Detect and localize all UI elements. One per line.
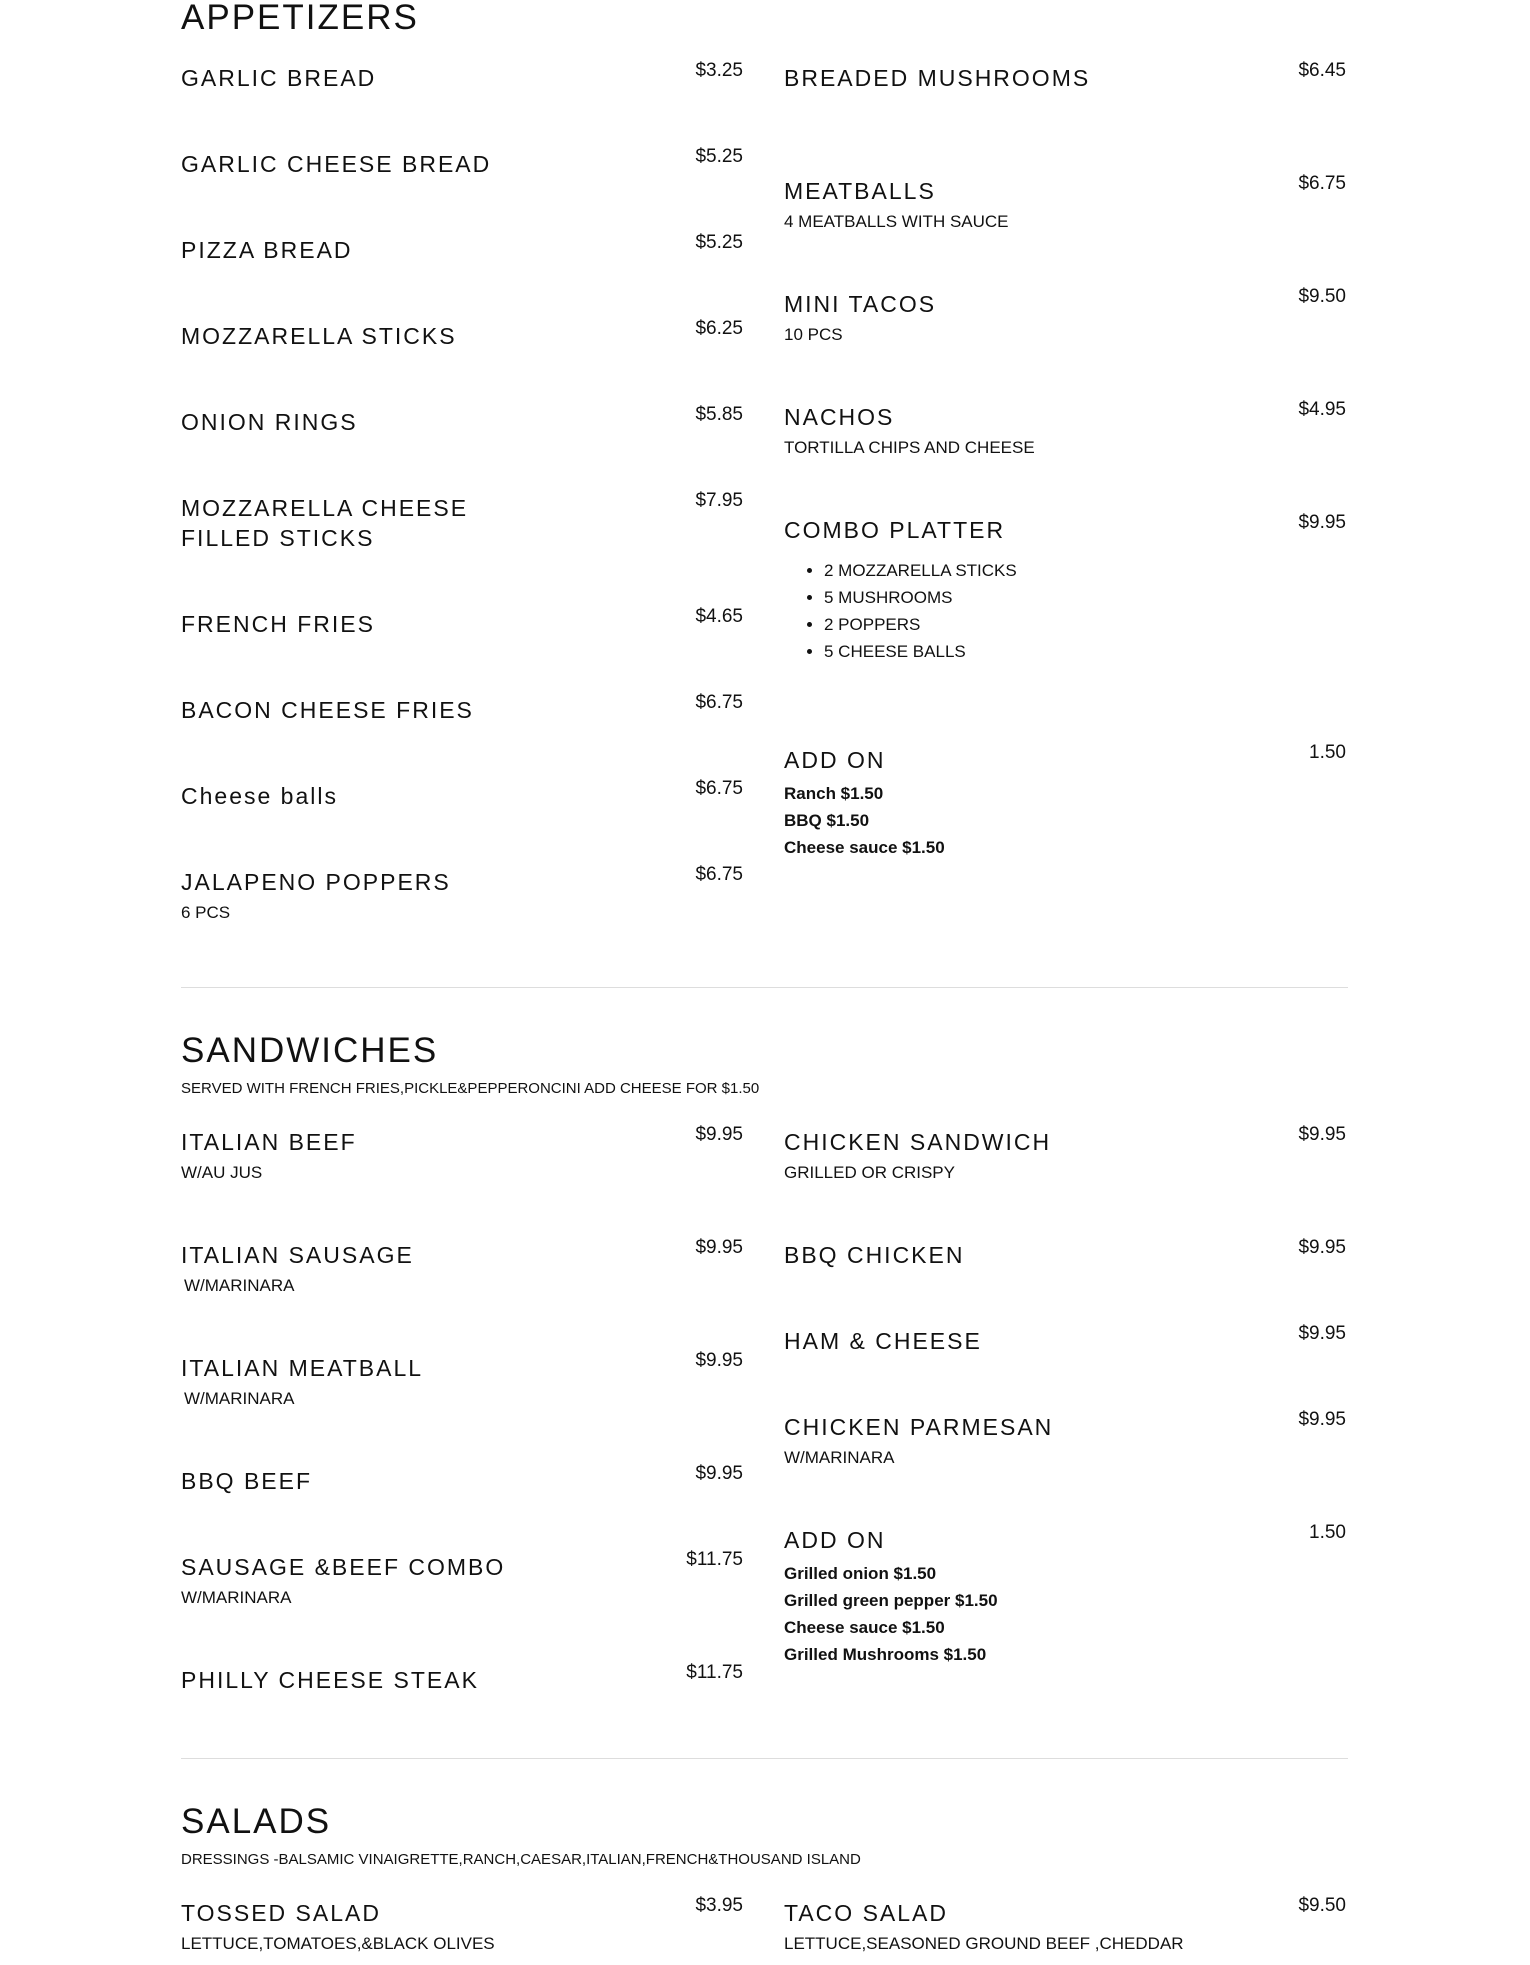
sandwiches-title: SANDWICHES bbox=[181, 1031, 439, 1070]
item-name: TOSSED SALAD bbox=[181, 1900, 381, 1926]
item-price: $9.95 bbox=[1298, 1409, 1346, 1430]
menu-item bbox=[181, 778, 743, 811]
item-name: FRENCH FRIES bbox=[181, 611, 375, 637]
item-description: 10 PCS bbox=[784, 325, 843, 344]
addon-list bbox=[784, 1560, 1346, 1668]
list-item: • 5 MUSHROOMS bbox=[824, 584, 1346, 611]
menu-item bbox=[784, 173, 1346, 233]
item-price: $6.25 bbox=[695, 318, 743, 339]
item-name: MOZZARELLA CHEESE FILLED STICKS bbox=[181, 495, 469, 551]
item-price: $6.75 bbox=[695, 778, 743, 799]
item-price: $6.45 bbox=[1298, 60, 1346, 81]
menu-item bbox=[181, 692, 743, 725]
item-price: $9.95 bbox=[695, 1124, 743, 1145]
item-name: ONION RINGS bbox=[181, 409, 358, 435]
menu-item bbox=[181, 864, 743, 924]
item-name: PIZZA BREAD bbox=[181, 237, 353, 263]
item-price: $5.25 bbox=[695, 146, 743, 167]
item-description: LETTUCE,TOMATOES,&BLACK OLIVES bbox=[181, 1934, 495, 1953]
item-name: SAUSAGE &BEEF COMBO bbox=[181, 1554, 506, 1580]
item-price: $9.95 bbox=[695, 1237, 743, 1258]
item-name: Cheese balls bbox=[181, 783, 338, 809]
item-description: W/MARINARA bbox=[184, 1389, 295, 1408]
item-name: BBQ BEEF bbox=[181, 1468, 313, 1494]
item-price: $9.95 bbox=[1298, 1323, 1346, 1344]
menu-item bbox=[181, 1350, 743, 1410]
item-name: MINI TACOS bbox=[784, 291, 937, 317]
menu-item bbox=[181, 490, 743, 553]
item-name: COMBO PLATTER bbox=[784, 517, 1006, 543]
menu-item bbox=[784, 1323, 1346, 1356]
item-price: 1.50 bbox=[1309, 1522, 1346, 1543]
section-divider bbox=[181, 1758, 1348, 1759]
item-price: $4.65 bbox=[695, 606, 743, 627]
item-price: $3.25 bbox=[695, 60, 743, 81]
item-name: NACHOS bbox=[784, 404, 895, 430]
item-price: $9.95 bbox=[695, 1463, 743, 1484]
item-description: W/AU JUS bbox=[181, 1163, 263, 1182]
item-name: TACO SALAD bbox=[784, 1900, 948, 1926]
menu-item bbox=[181, 1463, 743, 1496]
item-name: CHICKEN SANDWICH bbox=[784, 1129, 1052, 1155]
list-item: • 2 MOZZARELLA STICKS bbox=[824, 557, 1346, 584]
item-name: BREADED MUSHROOMS bbox=[784, 65, 1091, 91]
menu-item bbox=[181, 232, 743, 265]
item-price: $9.95 bbox=[1298, 512, 1346, 533]
item-description: 6 PCS bbox=[181, 903, 231, 922]
item-description: LETTUCE,SEASONED GROUND BEEF ,CHEDDAR bbox=[784, 1934, 1184, 1953]
menu-item bbox=[784, 1124, 1346, 1184]
item-name: MOZZARELLA STICKS bbox=[181, 323, 457, 349]
addon-item: Grilled onion $1.50 bbox=[784, 1564, 937, 1583]
item-name: ADD ON bbox=[784, 747, 886, 773]
item-name: ADD ON bbox=[784, 1527, 886, 1553]
menu-item bbox=[784, 286, 1346, 346]
combo-list bbox=[784, 557, 1346, 665]
menu-item bbox=[784, 1522, 1346, 1668]
item-description: 4 MEATBALLS WITH SAUCE bbox=[784, 212, 1009, 231]
item-price: $5.25 bbox=[695, 232, 743, 253]
item-name: PHILLY CHEESE STEAK bbox=[181, 1667, 479, 1693]
item-description: GRILLED OR CRISPY bbox=[784, 1163, 955, 1182]
item-price: $6.75 bbox=[695, 864, 743, 885]
item-price: 1.50 bbox=[1309, 742, 1346, 763]
menu-item bbox=[181, 404, 743, 437]
item-price: $9.95 bbox=[1298, 1237, 1346, 1258]
item-price: $11.75 bbox=[686, 1549, 743, 1570]
menu-item bbox=[784, 742, 1346, 861]
item-price: $11.75 bbox=[686, 1662, 743, 1683]
item-description: W/MARINARA bbox=[184, 1276, 295, 1295]
section-divider bbox=[181, 987, 1348, 988]
item-name: BBQ CHICKEN bbox=[784, 1242, 965, 1268]
item-price: $3.95 bbox=[695, 1895, 743, 1916]
menu-item bbox=[784, 512, 1346, 665]
salads-note: DRESSINGS -BALSAMIC VINAIGRETTE,RANCH,CAESAR,ITALIAN,FRENCH&THOUSAND ISLAND bbox=[181, 1851, 861, 1868]
menu-item bbox=[181, 1124, 743, 1184]
menu-item bbox=[784, 1237, 1346, 1270]
menu-item bbox=[181, 606, 743, 639]
item-name: JALAPENO POPPERS bbox=[181, 869, 451, 895]
addon-item: Ranch $1.50 bbox=[784, 784, 884, 803]
item-name: ITALIAN BEEF bbox=[181, 1129, 357, 1155]
menu-item bbox=[181, 318, 743, 351]
menu-item bbox=[181, 60, 743, 93]
menu-item bbox=[181, 1662, 743, 1695]
menu-item bbox=[784, 399, 1346, 459]
item-name: CHICKEN PARMESAN bbox=[784, 1414, 1054, 1440]
appetizers-title: APPETIZERS bbox=[181, 0, 419, 37]
item-price: $9.50 bbox=[1298, 286, 1346, 307]
menu-item bbox=[784, 1409, 1346, 1469]
item-description: W/MARINARA bbox=[181, 1588, 292, 1607]
menu-item bbox=[181, 146, 743, 179]
item-name: GARLIC BREAD bbox=[181, 65, 377, 91]
addon-item: BBQ $1.50 bbox=[784, 811, 870, 830]
menu-item bbox=[181, 1895, 743, 1955]
item-description: TORTILLA CHIPS AND CHEESE bbox=[784, 438, 1035, 457]
menu-item bbox=[784, 1895, 1346, 1955]
addon-item: Grilled Mushrooms $1.50 bbox=[784, 1645, 987, 1664]
item-name: BACON CHEESE FRIES bbox=[181, 697, 474, 723]
item-price: $6.75 bbox=[695, 692, 743, 713]
menu-item bbox=[784, 60, 1346, 93]
item-description: W/MARINARA bbox=[784, 1448, 895, 1467]
addon-item: Cheese sauce $1.50 bbox=[784, 838, 945, 857]
list-item: • 2 POPPERS bbox=[824, 611, 1346, 638]
item-price: $6.75 bbox=[1298, 173, 1346, 194]
item-price: $7.95 bbox=[695, 490, 743, 511]
addon-list bbox=[784, 780, 1346, 861]
item-price: $9.95 bbox=[695, 1350, 743, 1371]
menu-item bbox=[181, 1549, 743, 1609]
sandwiches-note: SERVED WITH FRENCH FRIES,PICKLE&PEPPERONCINI ADD CHEESE FOR $1.50 bbox=[181, 1080, 760, 1097]
item-price: $5.85 bbox=[695, 404, 743, 425]
item-name: HAM & CHEESE bbox=[784, 1328, 982, 1354]
item-name: MEATBALLS bbox=[784, 178, 936, 204]
item-price: $9.50 bbox=[1298, 1895, 1346, 1916]
salads-title: SALADS bbox=[181, 1802, 332, 1841]
item-name: ITALIAN SAUSAGE bbox=[181, 1242, 414, 1268]
addon-item: Grilled green pepper $1.50 bbox=[784, 1591, 998, 1610]
item-name: ITALIAN MEATBALL bbox=[181, 1355, 424, 1381]
item-name: GARLIC CHEESE BREAD bbox=[181, 151, 492, 177]
item-price: $4.95 bbox=[1298, 399, 1346, 420]
addon-item: Cheese sauce $1.50 bbox=[784, 1618, 945, 1637]
menu-item bbox=[181, 1237, 743, 1297]
list-item: • 5 CHEESE BALLS bbox=[824, 638, 1346, 665]
item-price: $9.95 bbox=[1298, 1124, 1346, 1145]
